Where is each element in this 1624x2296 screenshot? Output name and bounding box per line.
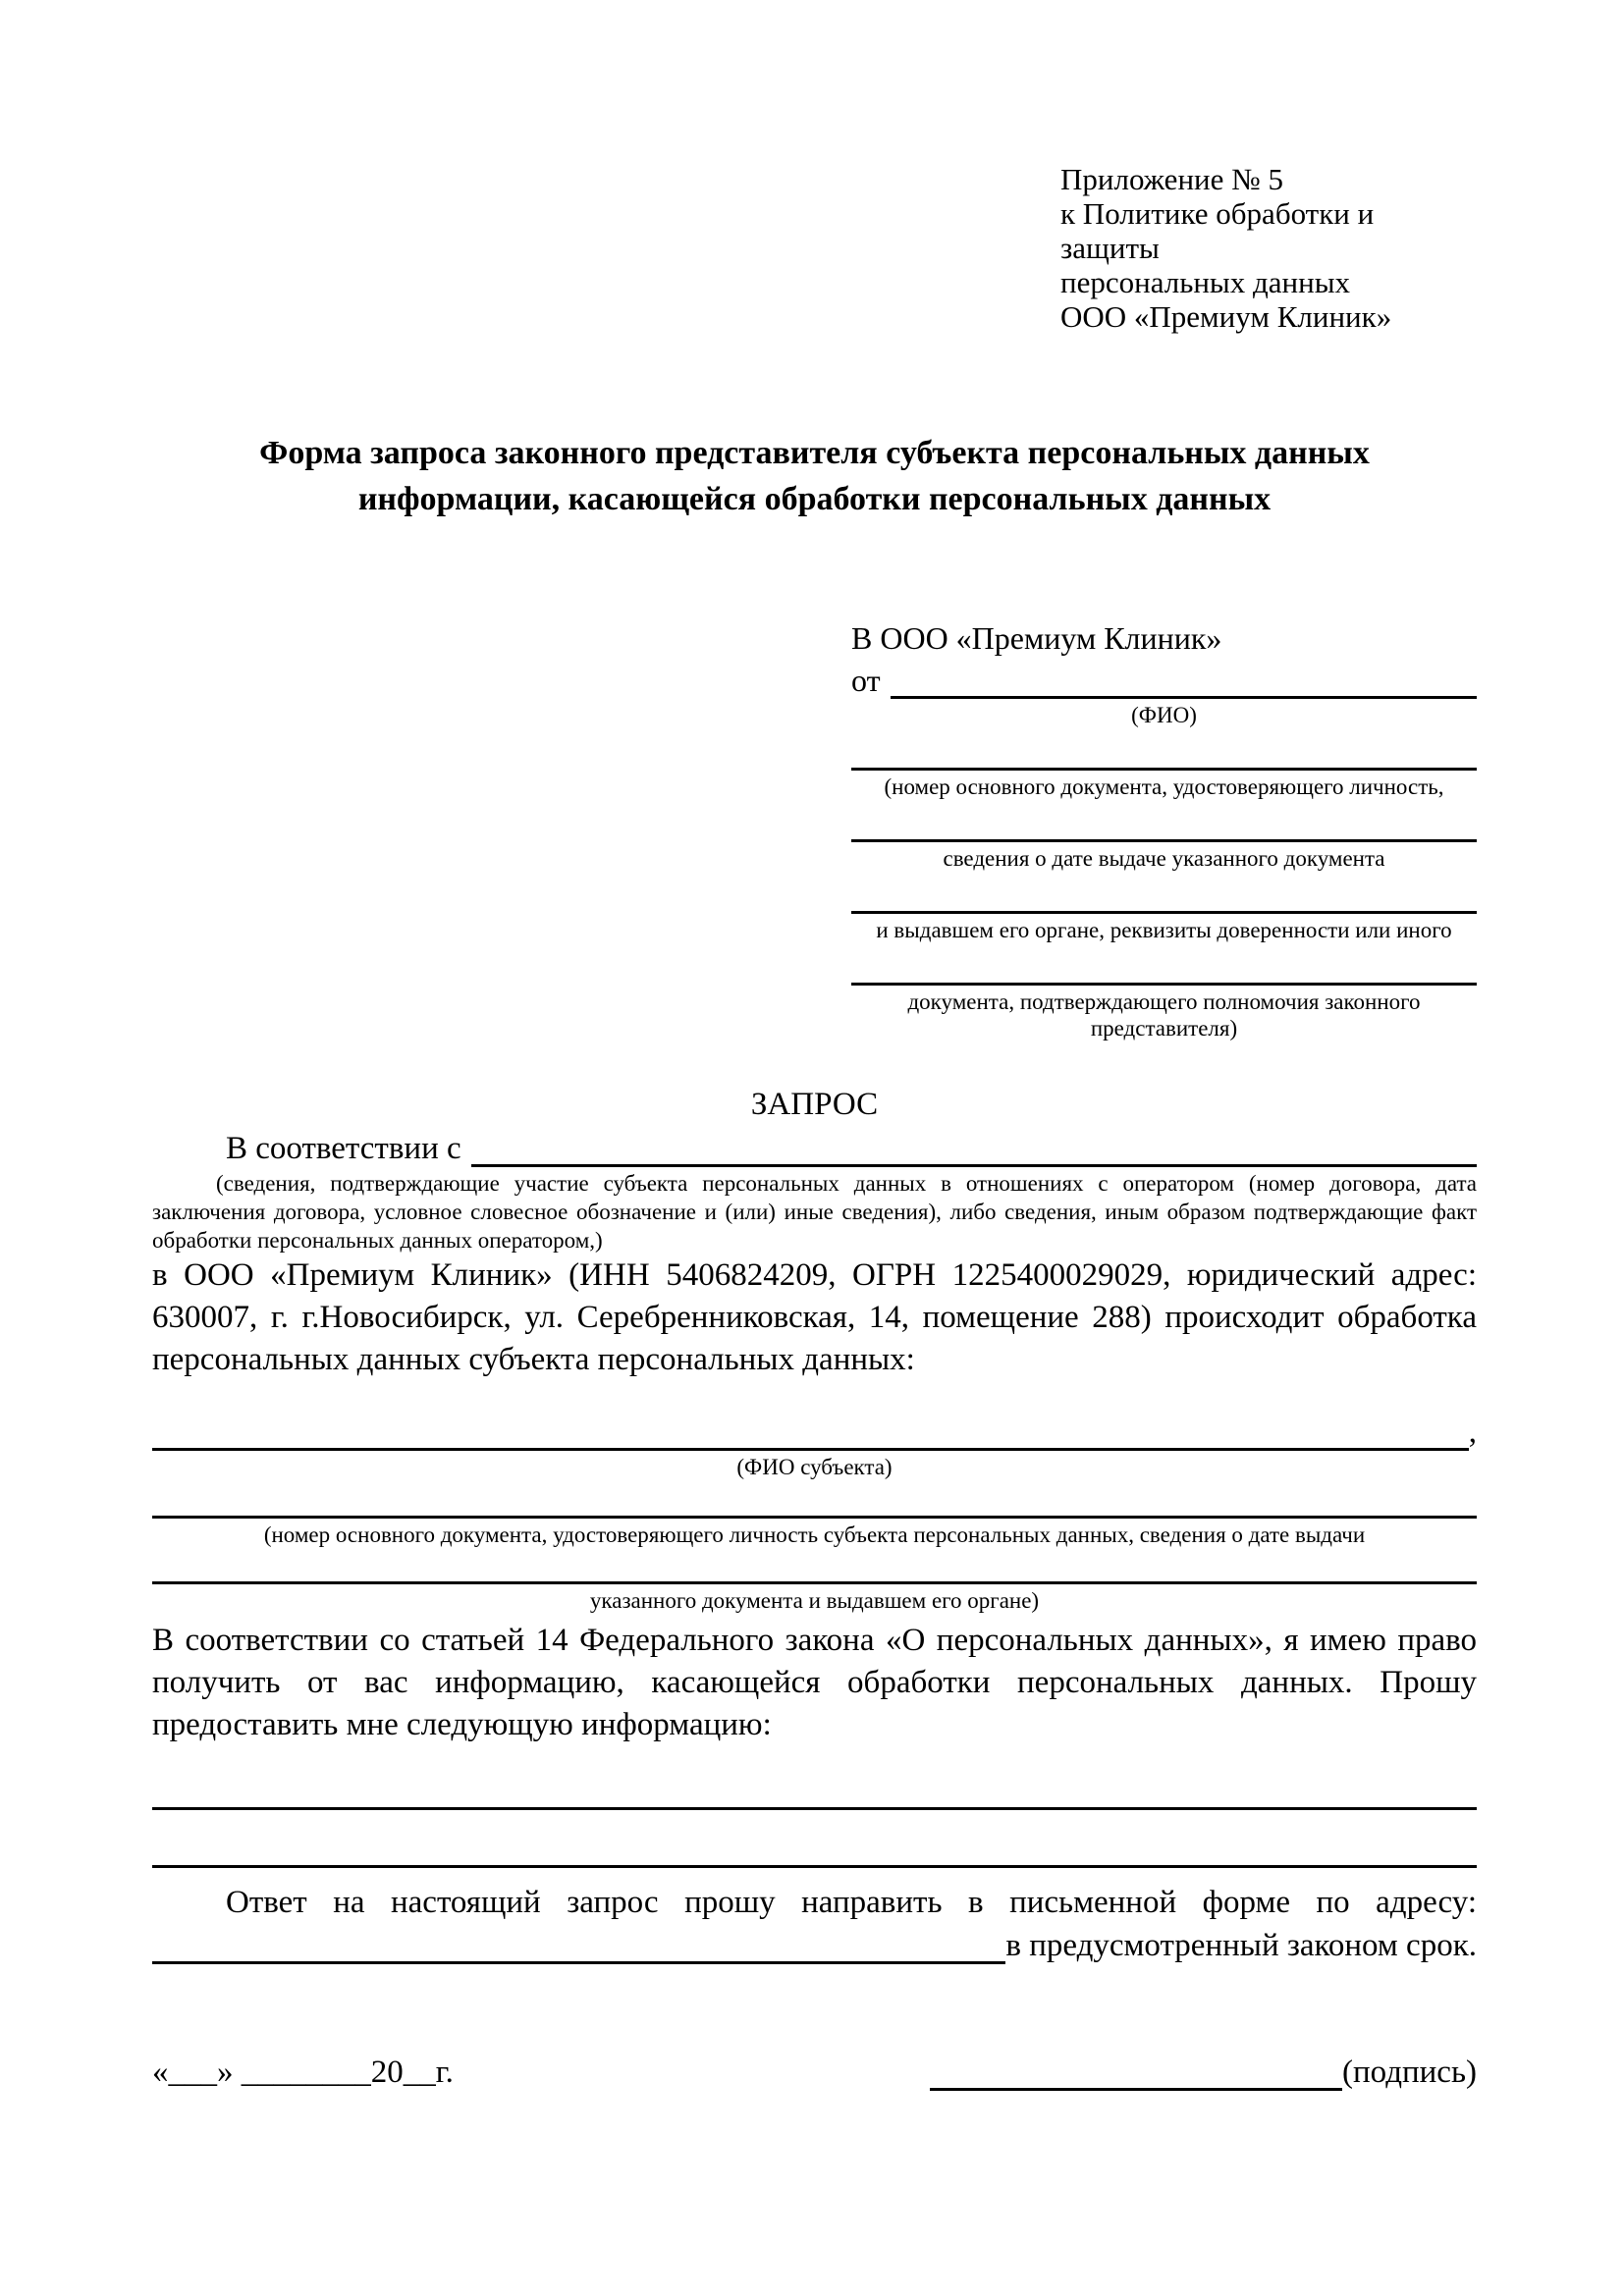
blank-line xyxy=(152,1516,1477,1519)
addressee-doc-group xyxy=(851,911,1477,943)
subject-fio-row xyxy=(152,1415,1477,1451)
appendix-header-line: Приложение № 5 xyxy=(1060,162,1283,196)
answer-suffix: в предусмотренный законом срок. xyxy=(1005,1928,1477,1963)
blank-line xyxy=(851,911,1477,914)
address-blank-line xyxy=(152,1932,1005,1964)
blank-line xyxy=(851,839,1477,842)
blank-line xyxy=(851,768,1477,771)
info-blank-line xyxy=(152,1807,1477,1810)
fio-caption: (ФИО) xyxy=(1131,703,1197,727)
date-field: «___» ________20__г. xyxy=(152,2055,454,2090)
accordance-row xyxy=(152,1131,1477,1167)
accordance-small-print: (сведения, подтверждающие участие субъекта персональных данных в отношениях с оператором (номер договора, дата заключения договора, условное словесное обозначение и (или) иные сведения), либо сведения, иным образом подтверждающие факт обработки персональных данных оператором,) xyxy=(152,1171,1477,1253)
appendix-header xyxy=(1060,162,1477,334)
answer-paragraph: Ответ на настоящий запрос прошу направить в письменной форме по адресу: xyxy=(226,1885,1477,1920)
subject-fio-caption: (ФИО субъекта) xyxy=(736,1455,893,1479)
request-heading: ЗАПРОС xyxy=(750,1087,879,1122)
addressee-to: В ООО «Премиум Клиник» xyxy=(851,620,1222,656)
appendix-header-line: ООО «Премиум Клиник» xyxy=(1060,299,1392,334)
accordance-label: В соответствии с xyxy=(226,1131,461,1166)
doc-caption: и выдавшем его органе, реквизиты доверенности или иного xyxy=(876,918,1452,942)
law-paragraph: В соответствии со статьей 14 Федерального закона «О персональных данных», я имею право получить от вас информацию, касающейся обработки персональных данных. Прошу предоставить мне следующую информацию: xyxy=(152,1623,1477,1742)
subject-fio-blank-line xyxy=(152,1418,1469,1451)
trailing-comma: , xyxy=(1468,1415,1477,1450)
footer-row xyxy=(152,2055,1477,2091)
addressee-from-row xyxy=(851,663,1477,699)
page-title-line: Форма запроса законного представителя субъекта персональных данных xyxy=(259,435,1370,471)
answer-address-row xyxy=(152,1928,1477,1964)
signature-line xyxy=(930,2058,1342,2091)
subject-doc-group xyxy=(152,1516,1477,1548)
blank-line xyxy=(152,1581,1477,1584)
subject-doc-group xyxy=(152,1581,1477,1614)
page-title-line: информации, касающейся обработки персональных данных xyxy=(357,481,1272,517)
subject-doc-caption: (номер основного документа, удостоверяющего личность субъекта персональных данных, сведения о дате выдачи xyxy=(263,1522,1366,1547)
fio-blank-line xyxy=(891,667,1477,699)
operator-paragraph: в ООО «Премиум Клиник» (ИНН 5406824209, ОГРН 1225400029029, юридический адрес: 630007, г. г.Новосибирск, ул. Серебренниковская, 14, помещение 288) происходит обработка персональных данных субъекта персональных данных: xyxy=(152,1257,1477,1377)
appendix-header-line: персональных данных xyxy=(1060,265,1351,299)
addressee-doc-group xyxy=(851,839,1477,872)
doc-caption: (номер основного документа, удостоверяющего личность, xyxy=(884,774,1444,799)
doc-caption: документа, подтверждающего полномочия законного представителя) xyxy=(907,989,1421,1041)
accordance-blank-line xyxy=(471,1135,1477,1167)
doc-caption: сведения о дате выдаче указанного документа xyxy=(943,846,1385,871)
addressee-doc-group xyxy=(851,983,1477,1041)
page-title xyxy=(152,430,1477,522)
signature-caption: (подпись) xyxy=(1342,2055,1477,2090)
blank-line xyxy=(851,983,1477,986)
addressee-block xyxy=(851,620,1477,1041)
addressee-doc-group xyxy=(851,768,1477,800)
appendix-header-line: к Политике обработки и защиты xyxy=(1060,196,1375,265)
from-label: от xyxy=(851,663,881,698)
subject-doc-caption: указанного документа и выдавшем его органе) xyxy=(589,1588,1040,1613)
info-blank-line xyxy=(152,1865,1477,1868)
